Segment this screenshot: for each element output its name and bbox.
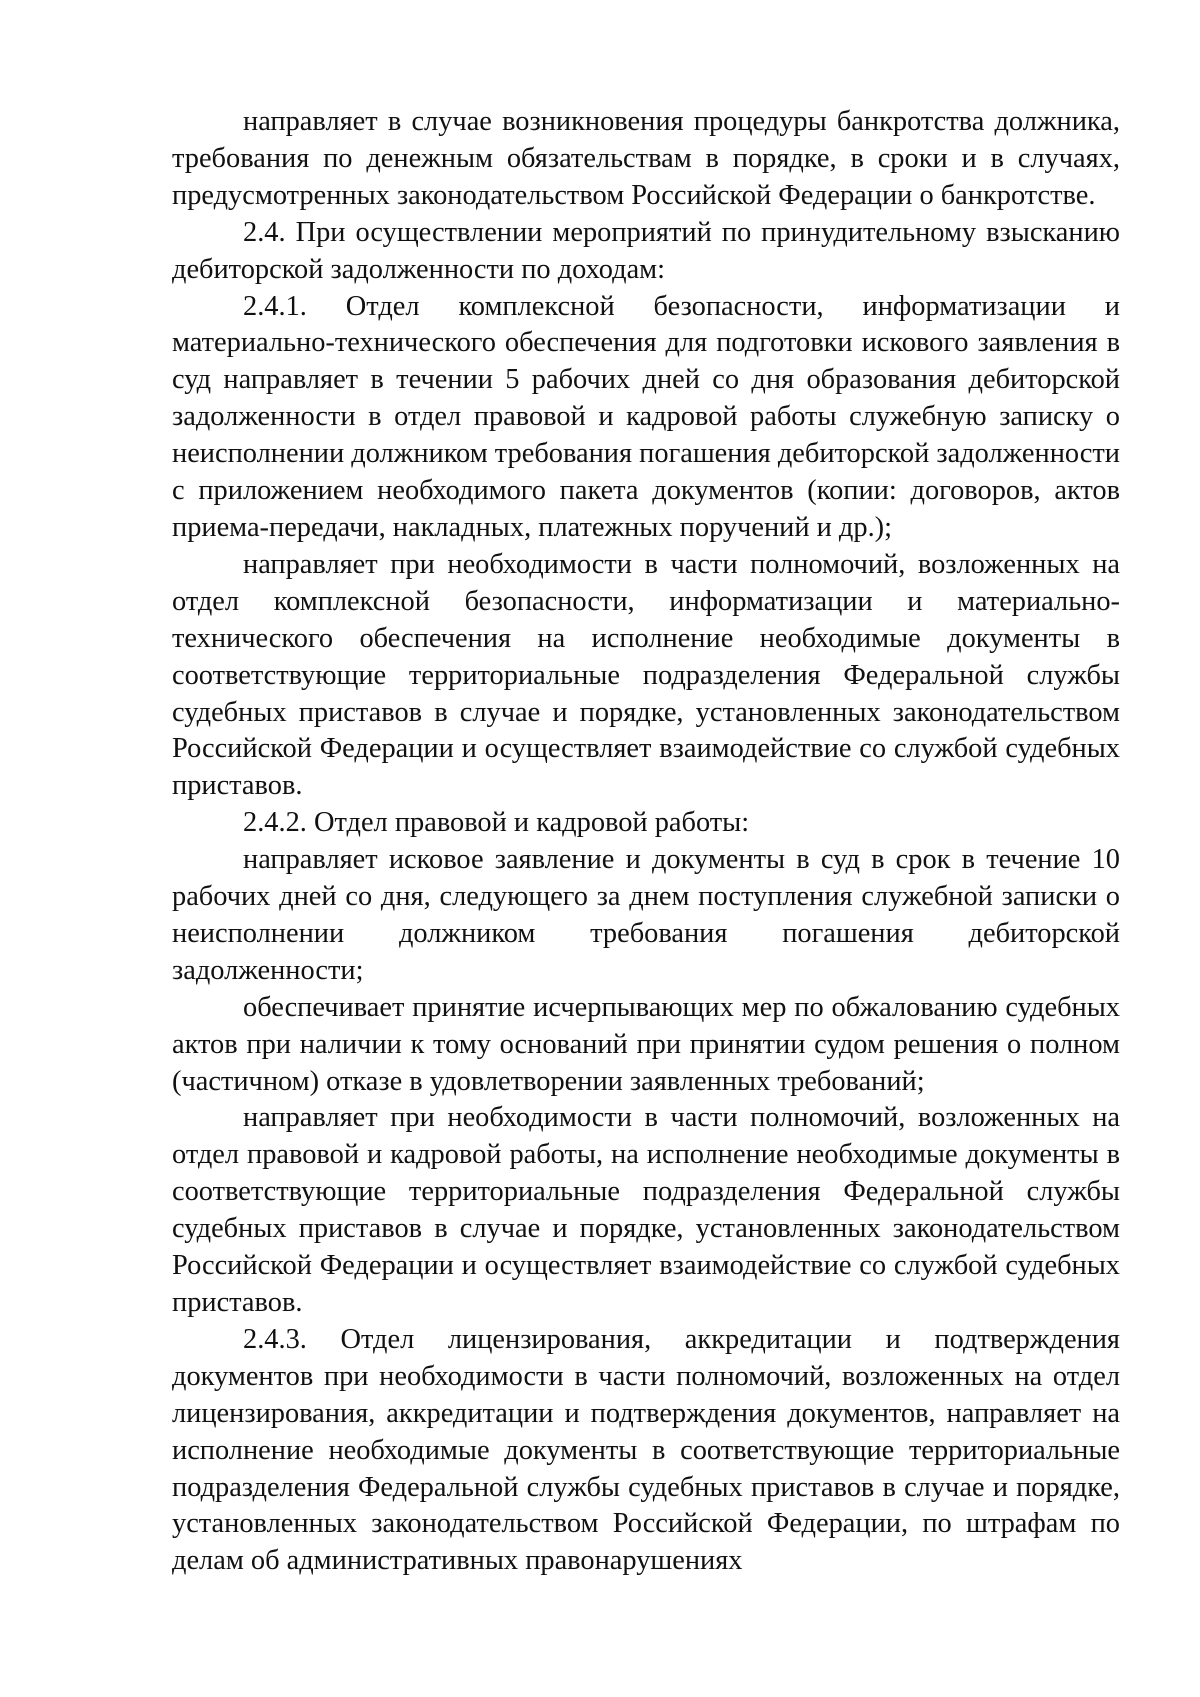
document-body: [172, 104, 1120, 1580]
paragraph-legal-dept-appeals: обеспечивает принятие исчерпывающих мер по обжалованию судебных актов при наличии к тому оснований при принятии судом решения о полном (частичном) отказе в удовлетворении заявленных требований;: [172, 991, 1120, 1097]
paragraph-legal-dept-lawsuit: направляет исковое заявление и документы в суд в срок в течение 10 рабочих дней со дня, следующего за днем поступления служебной записки о неисполнении должником требования погашения дебиторской задолженности;: [172, 844, 1120, 986]
paragraph-legal-dept-bailiffs: направляет при необходимости в части полномочий, возложенных на отдел правовой и кадровой работы, на исполнение необходимые документы в соответствующие территориальные подразделения Федеральной службы судебных приставов в случае и порядке, установленных законодательством Российской Федерации и осуществляет взаимодействие со службой судебных приставов.: [172, 1102, 1120, 1318]
paragraph-2-4-heading: 2.4. При осуществлении мероприятий по принудительному взысканию дебиторской задолженности по доходам:: [172, 216, 1120, 285]
paragraph-bankruptcy-claims: направляет в случае возникновения процедуры банкротства должника, требования по денежным обязательствам в порядке, в сроки и в случаях, предусмотренных законодательством Российской Федерации о банкротстве.: [172, 106, 1120, 211]
paragraph-2-4-1-security-dept: 2.4.1. Отдел комплексной безопасности, информатизации и материально-технического обеспечения для подготовки искового заявления в суд направляет в течении 5 рабочих дней со дня образования дебиторской задолженности в отдел правовой и кадровой работы служебную записку о неисполнении должником требования погашения дебиторской задолженности с приложением необходимого пакета документов (копии: договоров, актов приема-передачи, накладных, платежных поручений и др.);: [172, 290, 1120, 543]
paragraph-security-dept-bailiffs: направляет при необходимости в части полномочий, возложенных на отдел комплексной безопасности, информатизации и материально-технического обеспечения на исполнение необходимые документы в соответствующие территориальные подразделения Федеральной службы судебных приставов в случае и порядке, установленных законодательством Российской Федерации и осуществляет взаимодействие со службой судебных приставов.: [172, 548, 1120, 802]
paragraph-2-4-2-legal-dept: 2.4.2. Отдел правовой и кадровой работы:: [243, 807, 750, 839]
paragraph-2-4-3-licensing-dept: 2.4.3. Отдел лицензирования, аккредитации и подтверждения документов при необходимости в части полномочий, возложенных на отдел лицензирования, аккредитации и подтверждения документов, направляет на исполнение необходимые документы в соответствующие территориальные подразделения Федеральной службы судебных приставов в случае и порядке, установленных законодательством Российской Федерации, по штрафам по делам об административных правонарушениях: [172, 1323, 1120, 1577]
